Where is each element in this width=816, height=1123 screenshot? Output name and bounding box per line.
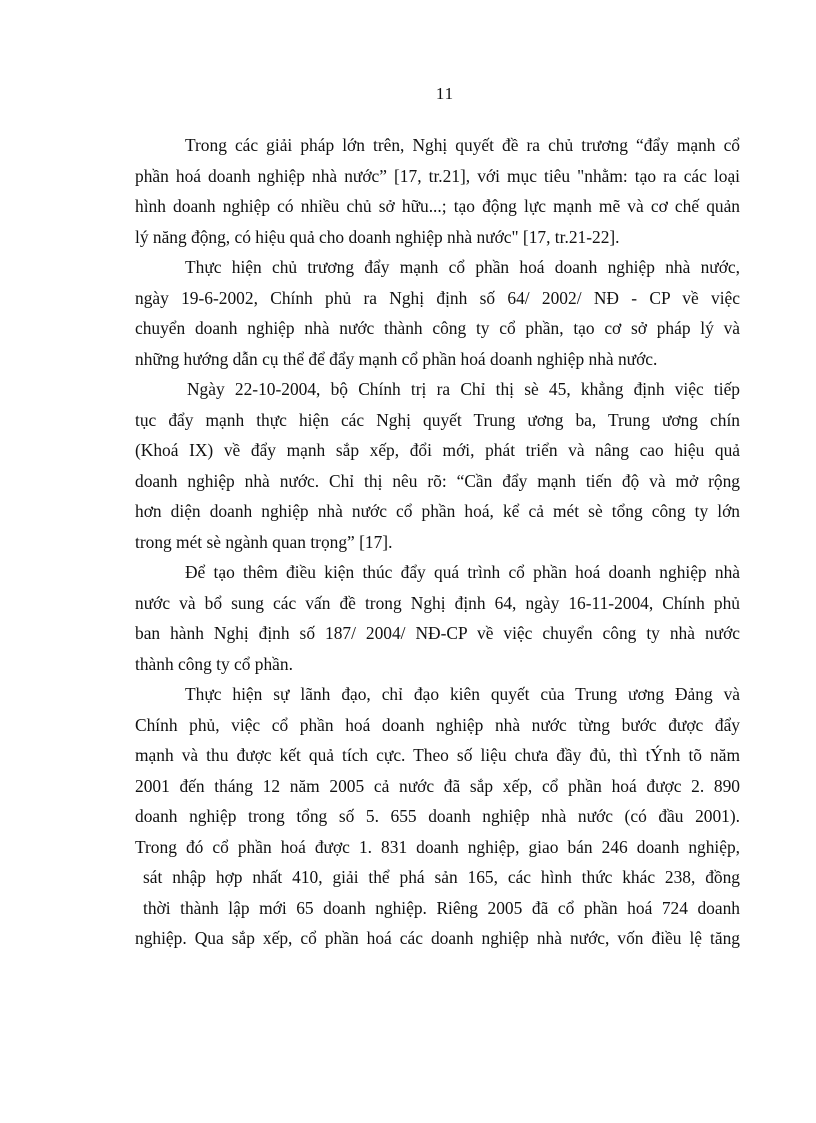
paragraph-4 xyxy=(135,557,740,679)
text-line: doanh nghiệp nhà nước. Chỉ thị nêu rõ: “Cần đẩy mạnh tiến độ và mở rộng xyxy=(135,470,740,491)
text-line: chuyển doanh nghiệp nhà nước thành công ty cổ phần, tạo cơ sở pháp lý và xyxy=(135,318,740,338)
text-line: hơn diện doanh nghiệp nhà nước cổ phần hoá, kể cả mét sè tổng công ty lớn xyxy=(135,501,740,521)
text-line: Thực hiện chủ trương đẩy mạnh cổ phần hoá doanh nghiệp nhà nước, xyxy=(185,257,740,277)
text-line: 2001 đến tháng 12 năm 2005 cả nước đã sắp xếp, cổ phần hoá được 2. 890 xyxy=(135,775,740,796)
text-line: nước và bổ sung các vấn đề trong Nghị định 64, ngày 16-11-2004, Chính phủ xyxy=(135,592,740,613)
text-line: nghiệp. Qua sắp xếp, cổ phần hoá các doanh nghiệp nhà nước, vốn điều lệ tăng xyxy=(135,928,740,948)
text-line: Ngày 22-10-2004, bộ Chính trị ra Chỉ thị sè 45, khẳng định việc tiếp xyxy=(187,379,740,399)
text-line: thành công ty cổ phần. xyxy=(135,653,293,674)
text-line: lý năng động, có hiệu quả cho doanh nghiệp nhà nước" [17, tr.21-22]. xyxy=(135,226,620,247)
text-line: Để tạo thêm điều kiện thúc đẩy quá trình cổ phần hoá doanh nghiệp nhà xyxy=(185,562,740,582)
text-line: trong mét sè ngành quan trọng” [17]. xyxy=(135,531,393,552)
paragraph-2 xyxy=(135,252,740,374)
text-line: ban hành Nghị định số 187/ 2004/ NĐ-CP về việc chuyển công ty nhà nước xyxy=(135,623,740,643)
text-line: Chính phủ, việc cổ phần hoá doanh nghiệp nhà nước từng bước được đẩy xyxy=(135,714,740,735)
body-text xyxy=(135,130,740,954)
text-line: Thực hiện sự lãnh đạo, chỉ đạo kiên quyết của Trung ương Đảng và xyxy=(185,684,740,704)
text-line: sát nhập hợp nhất 410, giải thể phá sản 165, các hình thức khác 238, đồng xyxy=(143,867,740,887)
text-line: Trong đó cổ phần hoá được 1. 831 doanh nghiệp, giao bán 246 doanh nghiệp, xyxy=(135,836,740,857)
text-line: hình doanh nghiệp có nhiều chủ sở hữu...; tạo động lực mạnh mẽ và cơ chế quản xyxy=(135,196,740,216)
text-line: tục đẩy mạnh thực hiện các Nghị quyết Trung ương ba, Trung ương chín xyxy=(135,409,740,430)
paragraph-1 xyxy=(135,130,740,252)
text-line: thời thành lập mới 65 doanh nghiệp. Riêng 2005 đã cổ phần hoá 724 doanh xyxy=(143,897,740,918)
paragraph-3 xyxy=(135,374,740,557)
text-line: mạnh và thu được kết quả tích cực. Theo số liệu chưa đầy đủ, thì tÝnh tõ năm xyxy=(135,745,740,765)
text-line: những hướng dẫn cụ thể để đẩy mạnh cổ phần hoá doanh nghiệp nhà nước. xyxy=(135,348,658,369)
text-line: Trong các giải pháp lớn trên, Nghị quyết đề ra chủ trương “đẩy mạnh cổ xyxy=(185,135,740,155)
paragraph-5 xyxy=(135,679,740,954)
text-line: ngày 19-6-2002, Chính phủ ra Nghị định số 64/ 2002/ NĐ - CP về việc xyxy=(135,287,740,308)
text-line: (Khoá IX) về đẩy mạnh sắp xếp, đổi mới, phát triển và nâng cao hiệu quả xyxy=(135,440,740,460)
page-number: 11 xyxy=(435,84,455,103)
text-line: doanh nghiệp trong tổng số 5. 655 doanh nghiệp nhà nước (có đầu 2001). xyxy=(135,806,740,826)
text-line: phần hoá doanh nghiệp nhà nước” [17, tr.21], với mục tiêu "nhằm: tạo ra các loại xyxy=(135,165,740,186)
